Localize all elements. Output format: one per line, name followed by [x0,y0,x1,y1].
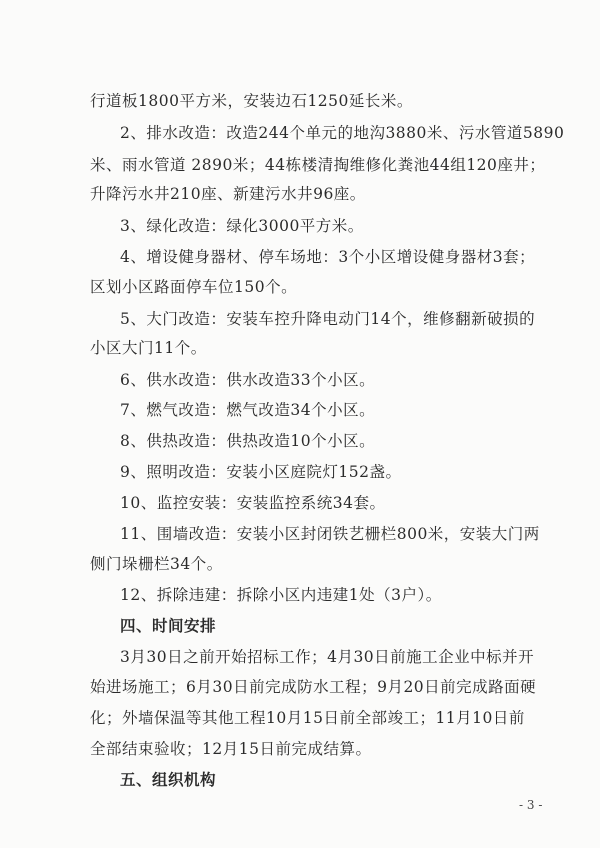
text-line: 全部结束验收；12月15日前完成结算。 [90,740,372,758]
section-heading: 五、组织机构 [120,771,217,789]
text-line: 6、供水改造：供水改造33个小区。 [120,371,376,389]
text-line: 米、雨水管道 2890米；44栋楼清掏维修化粪池44组120座井； [90,156,546,174]
text-line: 始进场施工；6月30日前完成防水工程；9月20日前完成路面硬 [90,678,537,696]
text-line: 小区大门11个。 [90,339,207,357]
page-number: - 3 - [519,798,543,812]
section-heading: 四、时间安排 [120,617,217,635]
text-line: 4、增设健身器材、停车场地：3个小区增设健身器材3套； [120,248,536,266]
text-line: 12、拆除违建：拆除小区内违建1处（3户）。 [120,586,442,604]
text-line: 5、大门改造：安装车控升降电动门14个，维修翻新破损的 [120,310,536,328]
text-line: 9、照明改造：安装小区庭院灯152盏。 [120,463,402,481]
text-line: 2、排水改造：改造244个单元的地沟3880米、污水管道5890 [120,124,565,142]
text-line: 10、监控安装：安装监控系统34套。 [120,494,386,512]
text-line: 行道板1800平方米，安装边石1250延长米。 [90,92,413,110]
text-line: 8、供热改造：供热改造10个小区。 [120,432,376,450]
text-line: 7、燃气改造：燃气改造34个小区。 [120,401,376,419]
text-line: 升降污水井210座、新建污水井96座。 [90,185,366,203]
text-line: 3月30日之前开始招标工作；4月30日前施工企业中标并开 [120,648,535,666]
text-line: 区划小区路面停车位150个。 [90,278,298,296]
text-line: 侧门垛栅栏34个。 [90,555,223,573]
text-line: 3、绿化改造：绿化3000平方米。 [120,217,364,235]
text-line: 化；外墙保温等其他工程10月15日前全部竣工；11月10日前 [90,709,525,727]
text-line: 11、围墙改造：安装小区封闭铁艺栅栏800米，安装大门两 [120,525,540,543]
